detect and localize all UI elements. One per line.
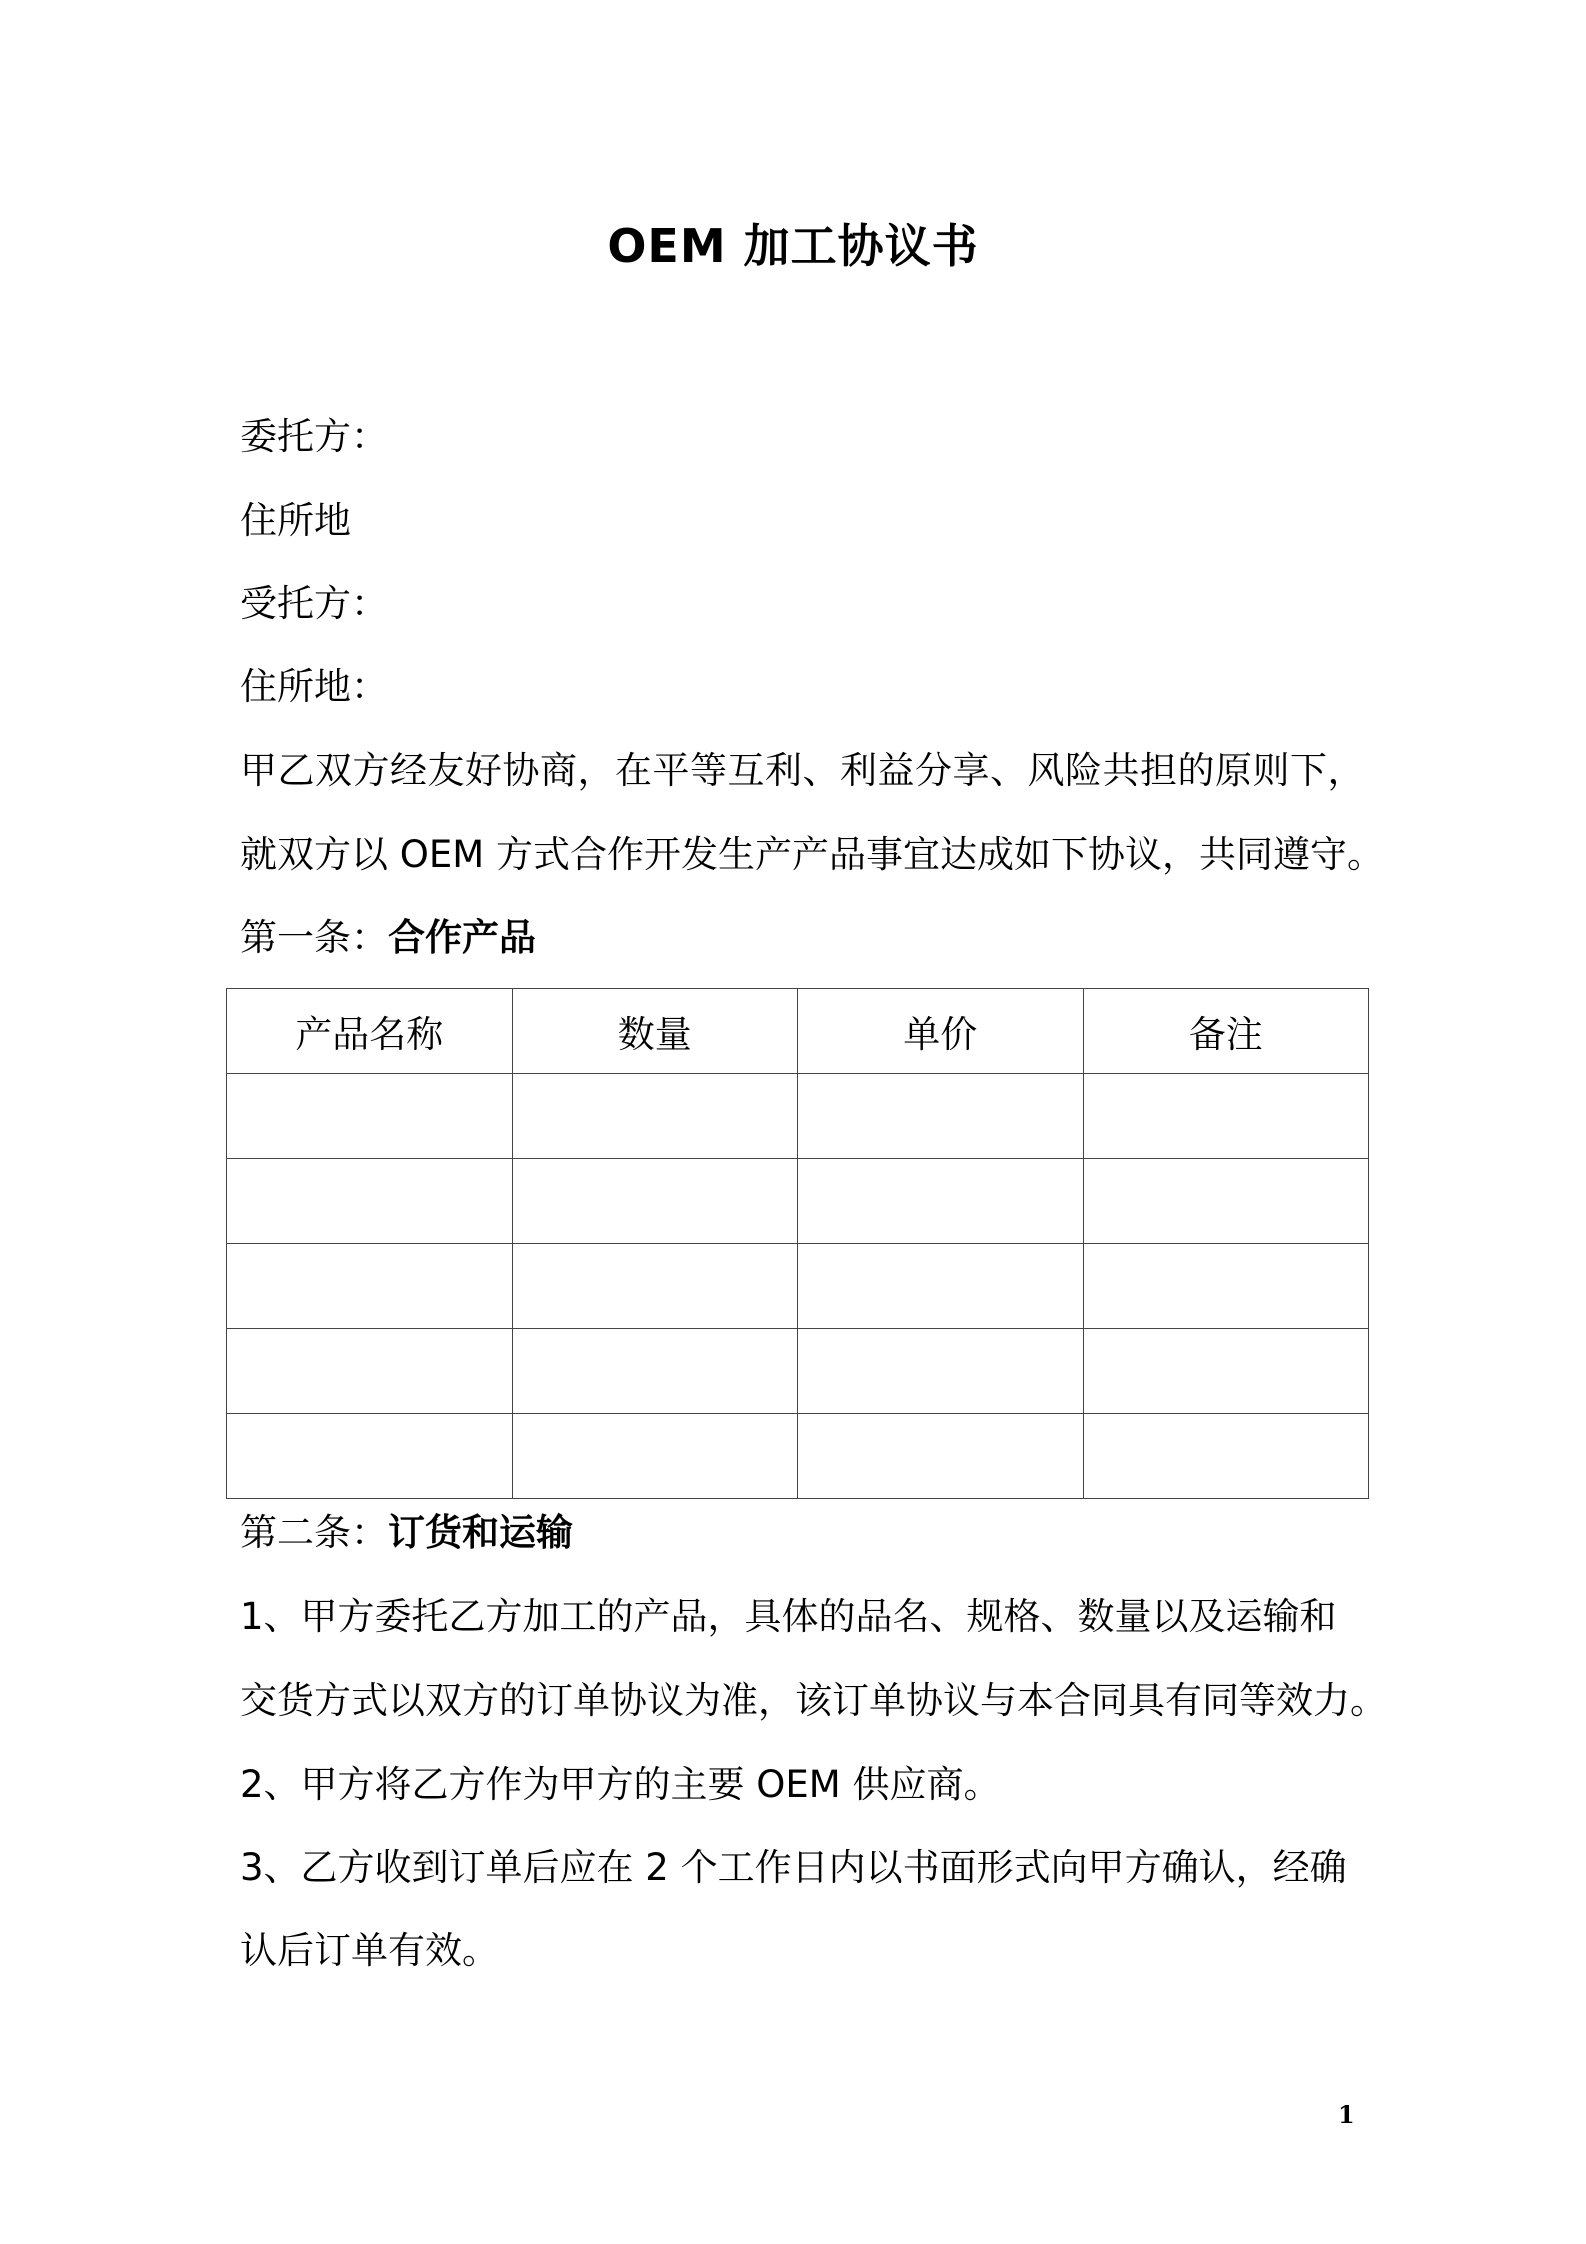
table-row	[227, 1159, 1369, 1244]
client-label: 委托方：	[240, 415, 388, 458]
table-cell	[227, 1329, 513, 1414]
table-row	[227, 1414, 1369, 1499]
table-cell	[798, 1074, 1084, 1159]
table-row	[227, 1244, 1369, 1329]
table-cell	[512, 1244, 798, 1329]
table-cell	[1083, 1159, 1369, 1244]
table-row	[227, 1329, 1369, 1414]
table-cell	[1083, 1244, 1369, 1329]
article-1-topic: 合作产品	[388, 916, 536, 959]
clause-2: 2、甲方将乙方作为甲方的主要 OEM 供应商。	[240, 1763, 1001, 1806]
contractor-address-label: 住所地：	[240, 665, 388, 708]
table-cell	[798, 1414, 1084, 1499]
header-unit-price: 单价	[798, 989, 1084, 1074]
contractor-label: 受托方：	[240, 582, 388, 625]
table-cell	[1083, 1329, 1369, 1414]
header-product-name: 产品名称	[227, 989, 513, 1074]
table-cell	[227, 1244, 513, 1329]
article-1-heading	[240, 916, 536, 959]
table-cell	[512, 1414, 798, 1499]
clause-3-line-2: 认后订单有效。	[240, 1929, 499, 1972]
preamble-line-2: 就双方以 OEM 方式合作开发生产产品事宜达成如下协议，共同遵守。	[240, 833, 1384, 876]
article-2-topic: 订货和运输	[388, 1511, 573, 1554]
product-table	[226, 988, 1369, 1499]
table-cell	[798, 1244, 1084, 1329]
table-row	[227, 1074, 1369, 1159]
table-cell	[798, 1329, 1084, 1414]
table-cell	[512, 1159, 798, 1244]
page-number: 1	[1338, 2100, 1355, 2129]
header-remarks: 备注	[1083, 989, 1369, 1074]
table-cell	[227, 1414, 513, 1499]
clause-3-line-1: 3、乙方收到订单后应在 2 个工作日内以书面形式向甲方确认，经确	[240, 1846, 1347, 1889]
article-2-number: 第二条：	[240, 1511, 388, 1554]
table-header-row	[227, 989, 1369, 1074]
table-cell	[512, 1329, 798, 1414]
table-cell	[512, 1074, 798, 1159]
preamble-line-1: 甲乙双方经友好协商，在平等互利、利益分享、风险共担的原则下，	[240, 749, 1365, 792]
header-quantity: 数量	[512, 989, 798, 1074]
table-cell	[227, 1159, 513, 1244]
article-2-heading	[240, 1511, 573, 1554]
table-cell	[227, 1074, 513, 1159]
table-cell	[1083, 1414, 1369, 1499]
client-address-label: 住所地	[240, 499, 351, 542]
clause-1-line-2: 交货方式以双方的订单协议为准，该订单协议与本合同具有同等效力。	[240, 1679, 1387, 1722]
table-cell	[1083, 1074, 1369, 1159]
article-1-number: 第一条：	[240, 916, 388, 959]
table-cell	[798, 1159, 1084, 1244]
document-title: OEM 加工协议书	[607, 219, 979, 273]
clause-1-line-1: 1、甲方委托乙方加工的产品，具体的品名、规格、数量以及运输和	[240, 1595, 1337, 1638]
